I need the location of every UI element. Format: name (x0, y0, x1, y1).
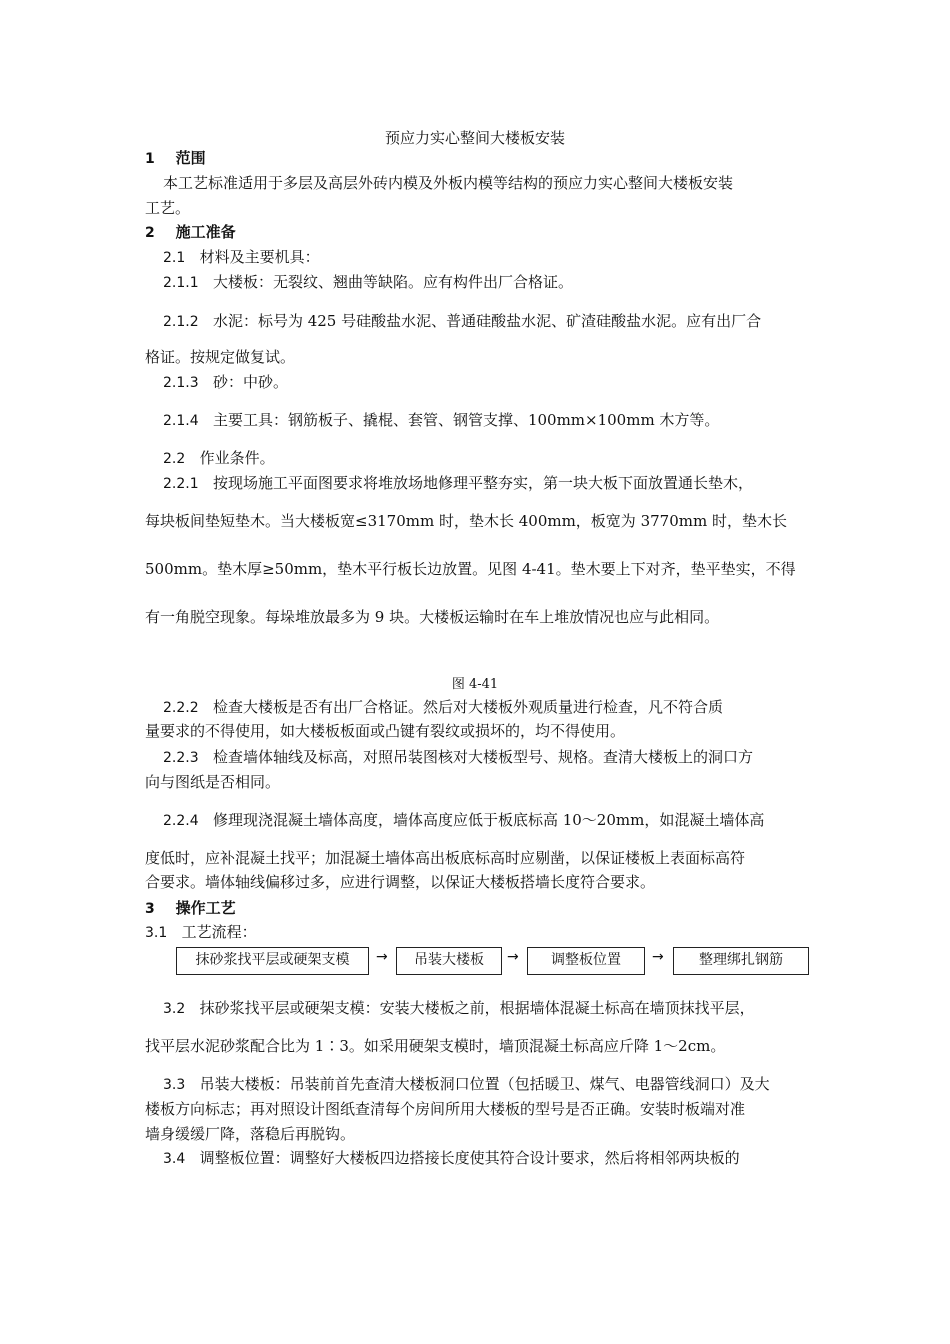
section-2-2-3: 2.2.3 检查墙体轴线及标高，对照吊装图核对大楼板型号、规格。查清大楼板上的洞口方 (163, 748, 753, 766)
section-3-4: 3.4 调整板位置：调整好大楼板四边搭接长度使其符合设计要求，然后将相邻两块板的 (163, 1149, 740, 1167)
section-2-2-2: 2.2.2 检查大楼板是否有出厂合格证。然后对大楼板外观质量进行检查，凡不符合质 (163, 698, 723, 716)
flow-step-3: 调整板位置 (527, 947, 645, 975)
flow-step-2: 吊装大楼板 (396, 947, 502, 975)
section-2-heading: 2 施工准备 (145, 223, 236, 241)
flow-arrow-icon: → (652, 949, 664, 965)
flow-arrow-icon: → (376, 949, 388, 965)
section-3-3-cont-2: 墙身缓缓厂降，落稳后再脱钩。 (145, 1125, 356, 1143)
section-3-heading: 3 操作工艺 (145, 899, 236, 917)
section-2-2-4-cont-2: 合要求。墙体轴线偏移过多，应进行调整，以保证大楼板搭墙长度符合要求。 (145, 873, 656, 891)
section-1-heading: 1 范围 (145, 149, 206, 167)
paragraph-1-line-1: 本工艺标准适用于多层及高层外砖内模及外板内模等结构的预应力实心整间大楼板安装 (163, 174, 734, 192)
section-2-1-3: 2.1.3 砂：中砂。 (163, 373, 288, 391)
section-2-2-2-cont: 量要求的不得使用，如大楼板板面或凸键有裂纹或损坏的，均不得使用。 (145, 722, 626, 740)
section-2-2-1-cont-3: 有一角脱空现象。每垛堆放最多为 9 块。大楼板运输时在车上堆放情况也应与此相同。 (145, 608, 720, 626)
figure-caption: 图 4-41 (451, 677, 499, 692)
section-2-2-1-cont-1: 每块板间垫短垫木。当大楼板宽≤3170mm 时，垫木长 400mm，板宽为 3770mm 时，垫木长 (145, 512, 787, 530)
section-2-2-3-cont: 向与图纸是否相同。 (145, 773, 281, 791)
paragraph-1-line-2: 工艺。 (145, 199, 191, 217)
section-2-2-4: 2.2.4 修理现浇混凝土墙体高度，墙体高度应低于板底标高 10～20mm，如混凝土墙体高 (163, 811, 765, 829)
flow-step-1: 抹砂浆找平层或硬架支模 (176, 947, 369, 975)
section-2-2-1-cont-2: 500mm。垫木厚≥50mm，垫木平行板长边放置。见图 4-41。垫木要上下对齐，垫平垫实，不得 (145, 560, 796, 578)
section-3-2-cont: 找平层水泥砂浆配合比为 1∶3。如采用硬架支模时，墙顶混凝土标高应斤降 1～2cm。 (145, 1037, 726, 1055)
section-2-2-1: 2.2.1 按现场施工平面图要求将堆放场地修理平整夯实，第一块大板下面放置通长垫木， (163, 474, 753, 492)
process-flowchart (176, 947, 816, 975)
section-2-1-2-cont: 格证。按规定做复试。 (145, 348, 296, 366)
section-2-2-4-cont-1: 度低时，应补混凝土找平；加混凝土墙体高出板底标高时应剔凿，以保证楼板上表面标高符 (145, 849, 746, 867)
flow-arrow-icon: → (507, 949, 519, 965)
document-title: 预应力实心整间大楼板安装 (384, 129, 565, 147)
section-2-1-4: 2.1.4 主要工具：钢筋板子、撬棍、套管、钢管支撑、100mm×100mm 木方等。 (163, 411, 720, 429)
section-2-2: 2.2 作业条件。 (163, 449, 275, 467)
section-3-2: 3.2 抹砂浆找平层或硬架支模：安装大楼板之前，根据墙体混凝土标高在墙顶抹找平层， (163, 999, 755, 1017)
section-2-1-1: 2.1.1 大楼板：无裂纹、翘曲等缺陷。应有构件出厂合格证。 (163, 273, 573, 291)
section-2-1: 2.1 材料及主要机具： (163, 248, 320, 266)
section-3-3: 3.3 吊装大楼板：吊装前首先查清大楼板洞口位置（包括暖卫、煤气、电器管线洞口）及大 (163, 1075, 770, 1093)
section-3-3-cont-1: 楼板方向标志；再对照设计图纸查清每个房间所用大楼板的型号是否正确。安装时板端对准 (145, 1100, 746, 1118)
section-2-1-2: 2.1.2 水泥：标号为 425 号硅酸盐水泥、普通硅酸盐水泥、矿渣硅酸盐水泥。应有出厂合 (163, 312, 762, 330)
flow-step-4: 整理绑扎钢筋 (673, 947, 809, 975)
section-3-1: 3.1 工艺流程： (145, 923, 257, 941)
